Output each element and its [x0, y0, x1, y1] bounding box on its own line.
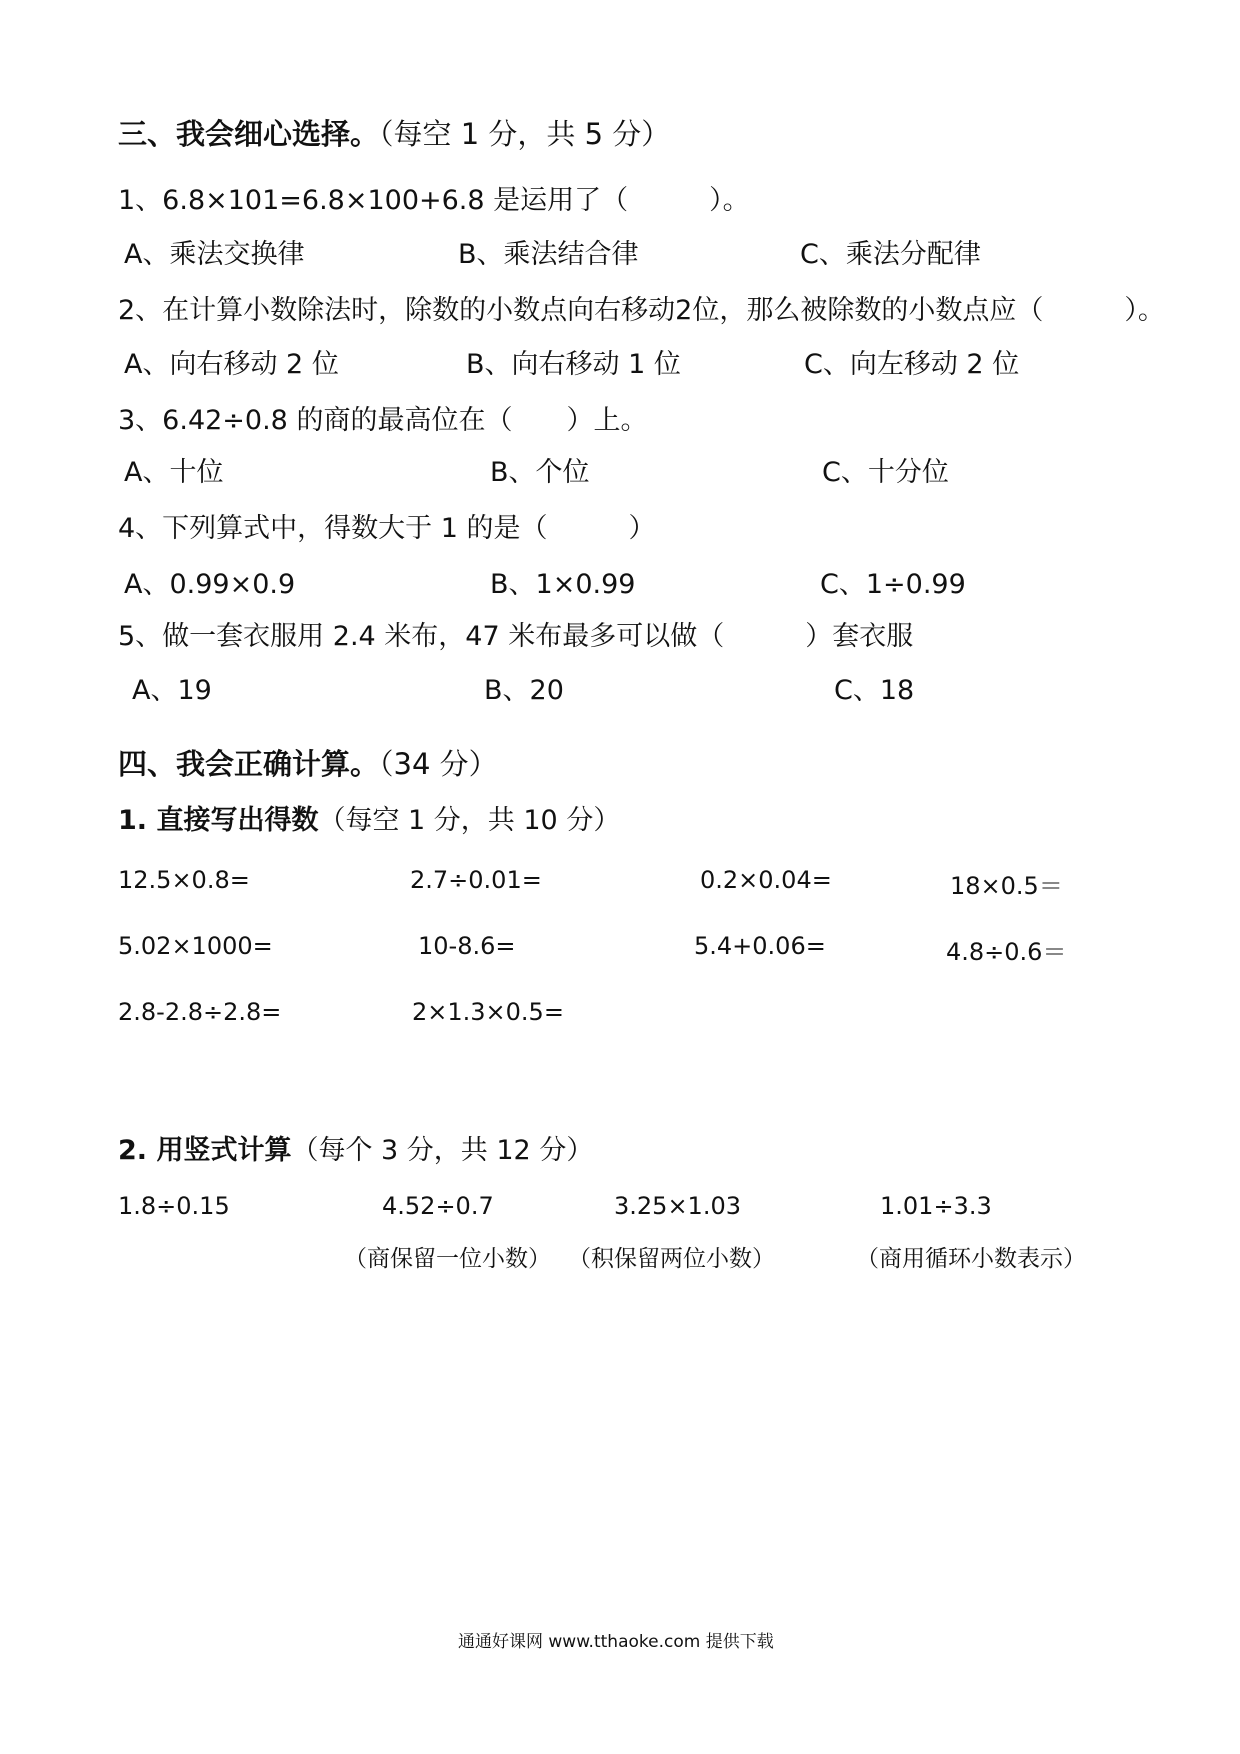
- vertical-calc-note: （商用循环小数表示）: [856, 1246, 1086, 1272]
- q1-option-c: C、乘法分配律: [800, 239, 981, 270]
- part2-score: （每个 3 分，共 12 分）: [291, 1135, 594, 1166]
- part1-heading: [118, 798, 620, 837]
- q4-option-b: B、1×0.99: [490, 569, 636, 600]
- q4-option-c: C、1÷0.99: [820, 569, 966, 600]
- calc-item: 18×0.5＝: [950, 872, 1063, 900]
- q5-option-a: A、19: [132, 675, 212, 706]
- vertical-calc-problem: 1.8÷0.15: [118, 1192, 230, 1220]
- question-2: 2、在计算小数除法时，除数的小数点向右移动2位，那么被除数的小数点应（ ）。: [118, 295, 1165, 326]
- calc-item: 5.4+0.06=: [694, 932, 826, 960]
- vertical-calc-note: （积保留两位小数）: [568, 1246, 775, 1272]
- part1-title: 1. 直接写出得数: [118, 805, 319, 836]
- q2-option-b: B、向右移动 1 位: [466, 349, 681, 380]
- part2-title: 2. 用竖式计算: [118, 1135, 292, 1166]
- section4-title: 四、我会正确计算。: [118, 747, 380, 781]
- question-4: 4、下列算式中，得数大于 1 的是（ ）: [118, 513, 656, 544]
- q4-option-a: A、0.99×0.9: [124, 569, 296, 600]
- q3-option-b: B、个位: [490, 457, 590, 488]
- calc-item: 2.7÷0.01=: [410, 866, 542, 894]
- calc-item: 2.8-2.8÷2.8=: [118, 998, 282, 1026]
- q1-option-b: B、乘法结合律: [458, 239, 639, 270]
- section4-heading: [118, 742, 498, 783]
- vertical-calc-problem: 4.52÷0.7: [382, 1192, 494, 1220]
- section3-score: （每空 1 分，共 5 分）: [379, 117, 671, 151]
- section3-heading: [118, 112, 670, 153]
- calc-item: 12.5×0.8=: [118, 866, 250, 894]
- question-3: 3、6.42÷0.8 的商的最高位在（ ）上。: [118, 405, 648, 436]
- section4-score: （34 分）: [379, 747, 498, 781]
- q3-option-a: A、十位: [124, 457, 224, 488]
- calc-item: 4.8÷0.6＝: [946, 938, 1067, 966]
- calc-item: 10-8.6=: [418, 932, 516, 960]
- calc-item: 0.2×0.04=: [700, 866, 832, 894]
- vertical-calc-note: （商保留一位小数）: [344, 1246, 551, 1272]
- footer-credit: 通通好课网 www.tthaoke.com 提供下载: [458, 1632, 774, 1652]
- question-1: 1、6.8×101=6.8×100+6.8 是运用了（ ）。: [118, 185, 750, 216]
- part2-heading: [118, 1128, 593, 1167]
- calc-item: 2×1.3×0.5=: [412, 998, 564, 1026]
- q1-option-a: A、乘法交换律: [124, 239, 305, 270]
- vertical-calc-problem: 3.25×1.03: [614, 1192, 741, 1220]
- q2-option-a: A、向右移动 2 位: [124, 349, 339, 380]
- section3-title: 三、我会细心选择。: [118, 117, 380, 151]
- question-5: 5、做一套衣服用 2.4 米布，47 米布最多可以做（ ）套衣服: [118, 621, 914, 652]
- q2-option-c: C、向左移动 2 位: [804, 349, 1020, 380]
- q5-option-b: B、20: [484, 675, 564, 706]
- vertical-calc-problem: 1.01÷3.3: [880, 1192, 992, 1220]
- q5-option-c: C、18: [834, 675, 915, 706]
- q3-option-c: C、十分位: [822, 457, 949, 488]
- part1-score: （每空 1 分，共 10 分）: [318, 805, 621, 836]
- calc-item: 5.02×1000=: [118, 932, 273, 960]
